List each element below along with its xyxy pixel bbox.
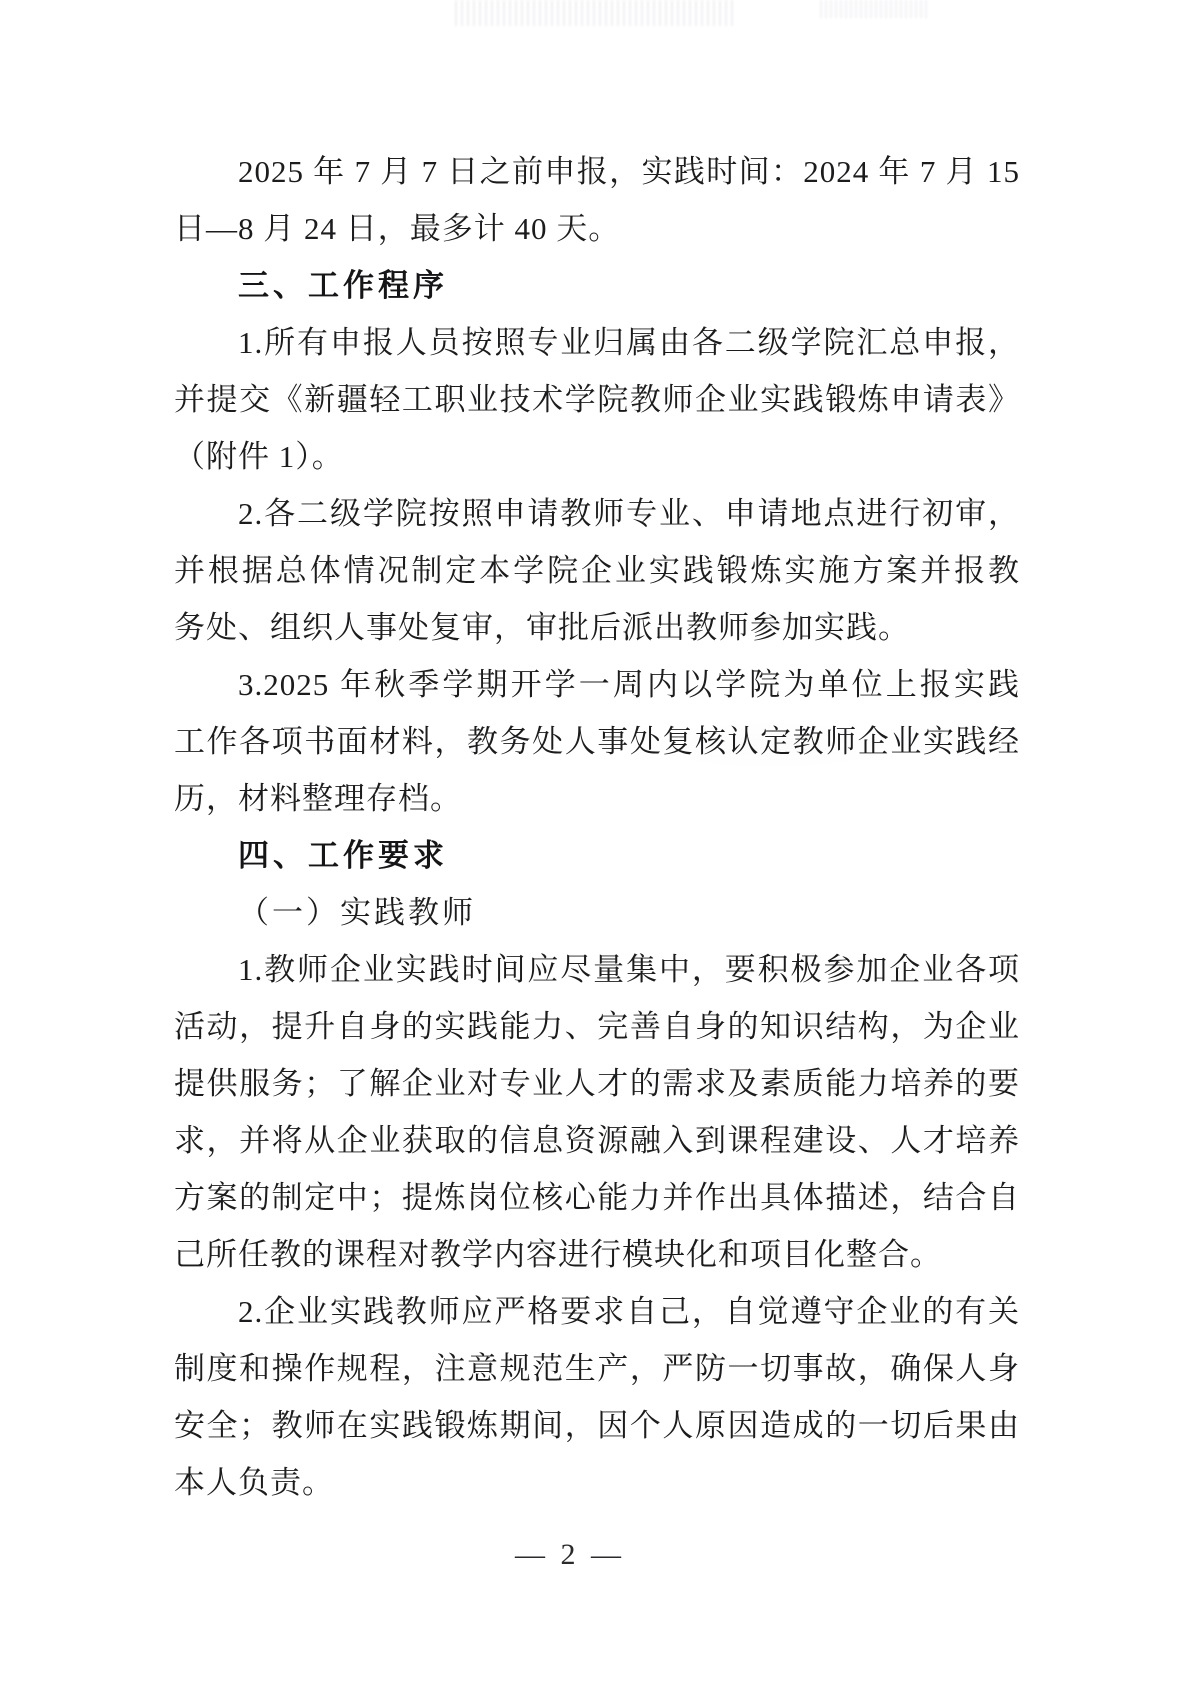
text-line: 日—8 月 24 日，最多计 40 天。: [174, 211, 621, 246]
para-procedure-1: [174, 314, 1020, 485]
text-line: 制度和操作规程，注意规范生产，严防一切事故，确保人身: [174, 1351, 1020, 1386]
scan-noise-artifact: [455, 0, 735, 26]
text-line: 2.各二级学院按照申请教师专业、申请地点进行初审，: [238, 496, 1020, 531]
text-line: 3.2025 年秋季学期开学一周内以学院为单位上报实践: [238, 667, 1020, 702]
text-line: 1.教师企业实践时间应尽量集中，要积极参加企业各项: [238, 952, 1020, 987]
section-heading-work-requirements: [174, 827, 1020, 884]
text-line: 2.企业实践教师应严格要求自己，自觉遵守企业的有关: [238, 1294, 1020, 1329]
page-number: — 2 —: [515, 1538, 625, 1571]
text-line: 务处、组织人事处复审，审批后派出教师参加实践。: [174, 610, 910, 645]
subsection-practice-teachers: [174, 884, 1020, 941]
text-line: 提供服务；了解企业对专业人才的需求及素质能力培养的要: [174, 1066, 1020, 1101]
text-line: 求，并将从企业获取的信息资源融入到课程建设、人才培养: [174, 1123, 1020, 1158]
text-line: 四、工作要求: [238, 838, 448, 873]
text-line: 2025 年 7 月 7 日之前申报，实践时间：2024 年 7 月 15: [238, 154, 1020, 189]
scan-noise-artifact: [820, 0, 930, 18]
document-body: [174, 143, 1020, 1511]
text-line: 并提交《新疆轻工职业技术学院教师企业实践锻炼申请表》: [174, 382, 1020, 417]
text-line: 三、工作程序: [238, 268, 448, 303]
para-requirement-1: [174, 941, 1020, 1283]
para-application-deadline: [174, 143, 1020, 257]
text-line: 安全；教师在实践锻炼期间，因个人原因造成的一切后果由: [174, 1408, 1020, 1443]
text-line: 方案的制定中；提炼岗位核心能力并作出具体描述，结合自: [174, 1180, 1020, 1215]
text-line: 工作各项书面材料，教务处人事处复核认定教师企业实践经: [174, 724, 1020, 759]
text-line: 己所任教的课程对教学内容进行模块化和项目化整合。: [174, 1237, 942, 1272]
text-line: 并根据总体情况制定本学院企业实践锻炼实施方案并报教: [174, 553, 1020, 588]
para-procedure-2: [174, 485, 1020, 656]
text-line: 活动，提升自身的实践能力、完善自身的知识结构，为企业: [174, 1009, 1020, 1044]
para-procedure-3: [174, 656, 1020, 827]
text-line: （附件 1）。: [174, 439, 344, 474]
text-line: 本人负责。: [174, 1465, 334, 1500]
section-heading-work-procedure: [174, 257, 1020, 314]
text-line: 历，材料整理存档。: [174, 781, 462, 816]
text-line: （一）实践教师: [238, 895, 476, 930]
text-line: 1.所有申报人员按照专业归属由各二级学院汇总申报，: [238, 325, 1020, 360]
para-requirement-2: [174, 1283, 1020, 1511]
